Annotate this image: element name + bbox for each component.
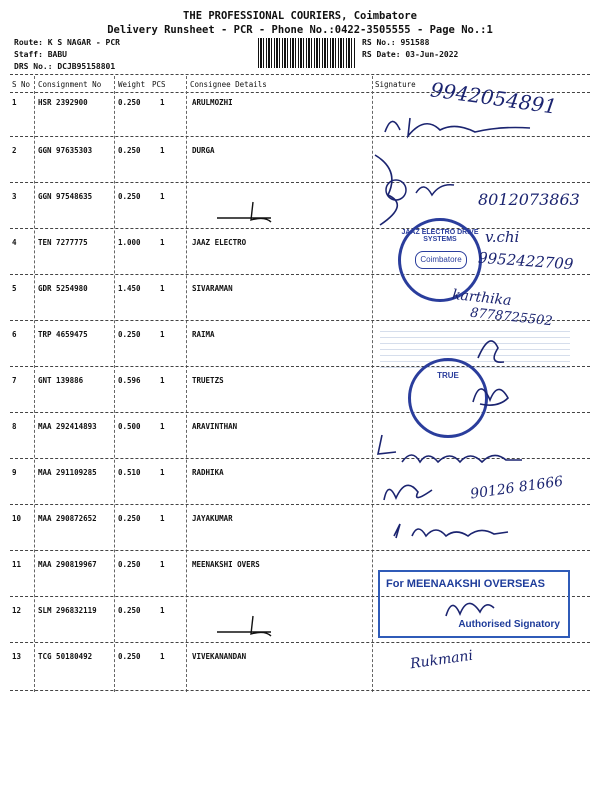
cell-weight: 0.250 — [118, 606, 141, 615]
handwritten-phone: 8012073863 — [478, 190, 580, 209]
cell-sno: 11 — [12, 560, 22, 569]
cell-consignment: GDR 5254980 — [38, 284, 88, 293]
cell-consignee: ARAVINTHAN — [192, 422, 238, 431]
cell-pcs: 1 — [160, 606, 165, 615]
cell-sno: 10 — [12, 514, 22, 523]
cell-pcs: 1 — [160, 98, 165, 107]
handwritten-name: karthika — [451, 286, 513, 310]
cell-consignment: MAA 290819967 — [38, 560, 97, 569]
cell-consignment: GGN 97635303 — [38, 146, 93, 155]
col-sno: S No — [12, 80, 31, 89]
cell-weight: 0.596 — [118, 376, 141, 385]
cell-consignment: MAA 292414893 — [38, 422, 97, 431]
col-divider — [186, 76, 187, 692]
cell-consignee: MEENAKSHI OVERS — [192, 560, 260, 569]
signature-scribble — [378, 472, 438, 508]
handwritten-phone: 8778725502 — [469, 305, 554, 330]
signature-scribble — [380, 110, 560, 140]
signature-scribble — [398, 444, 528, 470]
row-rule — [10, 182, 590, 183]
handwritten-phone: 9942054891 — [428, 77, 559, 119]
cell-weight: 0.250 — [118, 514, 141, 523]
barcode — [258, 38, 356, 68]
cell-consignee: JAYAKUMAR — [192, 514, 233, 523]
cell-weight: 0.510 — [118, 468, 141, 477]
col-pcs: PCS — [152, 80, 166, 89]
handwritten-phone: 90126 81666 — [469, 473, 565, 503]
handwritten-phone: 9952422709 — [477, 248, 574, 274]
cell-consignee: DURGA — [192, 146, 215, 155]
row-rule — [10, 504, 590, 505]
cell-weight: 1.450 — [118, 284, 141, 293]
signature-scribble — [390, 518, 520, 544]
signature-scribble — [380, 175, 460, 205]
cell-consignee: RAIMA — [192, 330, 215, 339]
cell-pcs: 1 — [160, 468, 165, 477]
cell-consignee: TRUETZS — [192, 376, 224, 385]
cell-sno: 4 — [12, 238, 17, 247]
route-label: Route: K S NAGAR - PCR — [14, 38, 120, 47]
rs-number: RS No.: 951588 — [362, 38, 430, 47]
dash-mark — [215, 612, 275, 642]
cell-pcs: 1 — [160, 422, 165, 431]
cell-consignment: GNT 139886 — [38, 376, 84, 385]
cell-sno: 9 — [12, 468, 17, 477]
cell-consignment: MAA 291109285 — [38, 468, 97, 477]
col-signature: Signature — [375, 80, 416, 89]
signature-scribble — [468, 372, 518, 412]
company-title: THE PROFESSIONAL COURIERS, Coimbatore — [183, 10, 417, 22]
cell-sno: 6 — [12, 330, 17, 339]
dash-mark — [215, 198, 275, 228]
cell-weight: 0.250 — [118, 192, 141, 201]
cell-consignee: SIVARAMAN — [192, 284, 233, 293]
cell-consignee: VIVEKANANDAN — [192, 652, 247, 661]
header-rule-top — [10, 74, 590, 75]
cell-pcs: 1 — [160, 284, 165, 293]
cell-weight: 1.000 — [118, 238, 141, 247]
cell-pcs: 1 — [160, 560, 165, 569]
cell-consignee: RADHIKA — [192, 468, 224, 477]
cell-pcs: 1 — [160, 514, 165, 523]
cell-sno: 5 — [12, 284, 17, 293]
cell-pcs: 1 — [160, 652, 165, 661]
cell-weight: 0.250 — [118, 146, 141, 155]
cell-sno: 7 — [12, 376, 17, 385]
cell-consignment: SLM 296832119 — [38, 606, 97, 615]
signature-scribble — [440, 590, 500, 624]
staff-label: Staff: BABU — [14, 50, 67, 59]
cell-weight: 0.500 — [118, 422, 141, 431]
cell-consignment: HSR 2392900 — [38, 98, 88, 107]
cell-sno: 2 — [12, 146, 17, 155]
col-divider — [114, 76, 115, 692]
cell-consignment: TEN 7277775 — [38, 238, 88, 247]
row-rule — [10, 690, 590, 691]
cell-consignment: TCG 50180492 — [38, 652, 93, 661]
col-weight: Weight — [118, 80, 146, 89]
drs-label: DRS No.: DCJB95158801 — [14, 62, 116, 71]
row-rule — [10, 274, 590, 275]
cell-pcs: 1 — [160, 192, 165, 201]
cell-sno: 1 — [12, 98, 17, 107]
authorised-stamp: For MEENAAKSHI OVERSEAS Authorised Signatory — [378, 570, 570, 638]
cell-weight: 0.250 — [118, 330, 141, 339]
cell-sno: 3 — [12, 192, 17, 201]
cell-sno: 8 — [12, 422, 17, 431]
cell-weight: 0.250 — [118, 652, 141, 661]
row-rule — [10, 550, 590, 551]
cell-consignee: JAAZ ELECTRO — [192, 238, 247, 247]
company-stamp: TRUE — [408, 358, 488, 438]
cell-weight: 0.250 — [118, 560, 141, 569]
handwritten-name: Rukmani — [409, 647, 474, 673]
cell-consignment: MAA 290872652 — [38, 514, 97, 523]
rs-date: RS Date: 03-Jun-2022 — [362, 50, 459, 59]
col-divider — [34, 76, 35, 692]
cell-consignment: TRP 4659475 — [38, 330, 88, 339]
runsheet-title: Delivery Runsheet - PCR - Phone No.:0422-3505555 - Page No.:1 — [107, 24, 493, 36]
cell-consignee: ARULMOZHI — [192, 98, 233, 107]
col-consignment: Consignment No — [38, 80, 102, 89]
cell-pcs: 1 — [160, 238, 165, 247]
cell-weight: 0.250 — [118, 98, 141, 107]
cell-pcs: 1 — [160, 146, 165, 155]
row-rule — [10, 642, 590, 643]
cell-pcs: 1 — [160, 330, 165, 339]
cell-pcs: 1 — [160, 376, 165, 385]
row-rule — [10, 412, 590, 413]
company-stamp: JAAZ ELECTRO DRIVE SYSTEMS Coimbatore — [398, 218, 482, 302]
cell-consignment: GGN 97548635 — [38, 192, 93, 201]
cell-sno: 12 — [12, 606, 22, 615]
cell-sno: 13 — [12, 652, 22, 661]
handwritten-initials: v.chi — [485, 228, 520, 246]
col-consignee: Consignee Details — [190, 80, 267, 89]
signature-scribble — [470, 328, 510, 368]
